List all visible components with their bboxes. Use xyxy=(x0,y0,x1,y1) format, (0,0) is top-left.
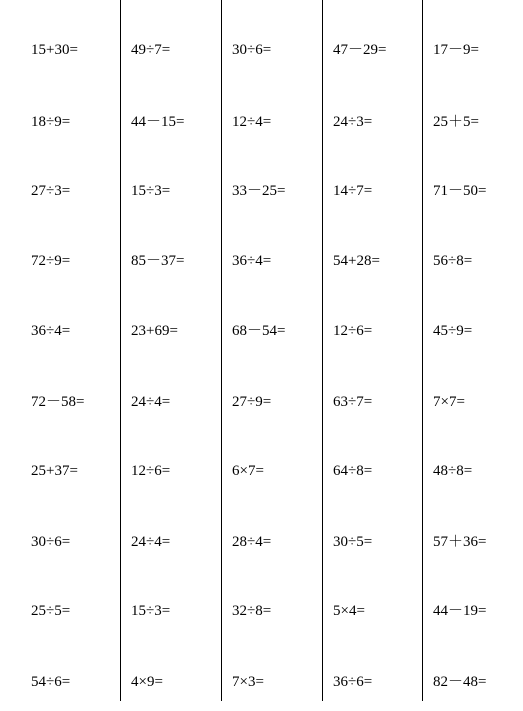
math-problem: 33－25= xyxy=(232,183,286,199)
math-problem: 72÷9= xyxy=(31,253,71,269)
column-divider xyxy=(120,0,121,701)
math-problem: 64÷8= xyxy=(333,463,373,479)
math-problem: 63÷7= xyxy=(333,394,373,410)
math-problem: 7×7= xyxy=(433,394,465,410)
math-problem: 15+30= xyxy=(31,42,78,58)
math-problem: 4×9= xyxy=(131,674,163,690)
math-problem: 18÷9= xyxy=(31,114,71,130)
math-problem: 12÷6= xyxy=(131,463,171,479)
column-divider xyxy=(422,0,423,701)
math-problem: 28÷4= xyxy=(232,534,272,550)
math-problem: 30÷5= xyxy=(333,534,373,550)
math-problem: 44－15= xyxy=(131,114,185,130)
math-problem: 24÷4= xyxy=(131,394,171,410)
math-problem: 36÷4= xyxy=(31,323,71,339)
math-problem: 14÷7= xyxy=(333,183,373,199)
math-problem: 54÷6= xyxy=(31,674,71,690)
math-problem: 36÷6= xyxy=(333,674,373,690)
math-problem: 24÷3= xyxy=(333,114,373,130)
math-problem: 23+69= xyxy=(131,323,178,339)
math-problem: 82－48= xyxy=(433,674,487,690)
math-problem: 36÷4= xyxy=(232,253,272,269)
column-divider xyxy=(221,0,222,701)
math-problem: 85－37= xyxy=(131,253,185,269)
math-problem: 71－50= xyxy=(433,183,487,199)
math-problem: 5×4= xyxy=(333,603,365,619)
math-problem: 56÷8= xyxy=(433,253,473,269)
math-problem: 44－19= xyxy=(433,603,487,619)
column-divider xyxy=(322,0,323,701)
math-problem: 12÷4= xyxy=(232,114,272,130)
math-problem: 57＋36= xyxy=(433,534,487,550)
math-problem: 12÷6= xyxy=(333,323,373,339)
math-problem: 48÷8= xyxy=(433,463,473,479)
math-problem: 15÷3= xyxy=(131,603,171,619)
math-problem: 45÷9= xyxy=(433,323,473,339)
math-problem: 25÷5= xyxy=(31,603,71,619)
math-problem: 30÷6= xyxy=(31,534,71,550)
math-problem: 68－54= xyxy=(232,323,286,339)
math-problem: 6×7= xyxy=(232,463,264,479)
math-problem: 30÷6= xyxy=(232,42,272,58)
math-problem: 32÷8= xyxy=(232,603,272,619)
math-problem: 7×3= xyxy=(232,674,264,690)
math-problem: 27÷3= xyxy=(31,183,71,199)
math-problem: 25＋5= xyxy=(433,114,479,130)
math-problem: 72－58= xyxy=(31,394,85,410)
math-problem: 15÷3= xyxy=(131,183,171,199)
math-problem: 17－9= xyxy=(433,42,479,58)
math-problem: 24÷4= xyxy=(131,534,171,550)
math-problem: 49÷7= xyxy=(131,42,171,58)
math-problem: 25+37= xyxy=(31,463,78,479)
math-problem: 47－29= xyxy=(333,42,387,58)
math-problem: 54+28= xyxy=(333,253,380,269)
math-problem: 27÷9= xyxy=(232,394,272,410)
